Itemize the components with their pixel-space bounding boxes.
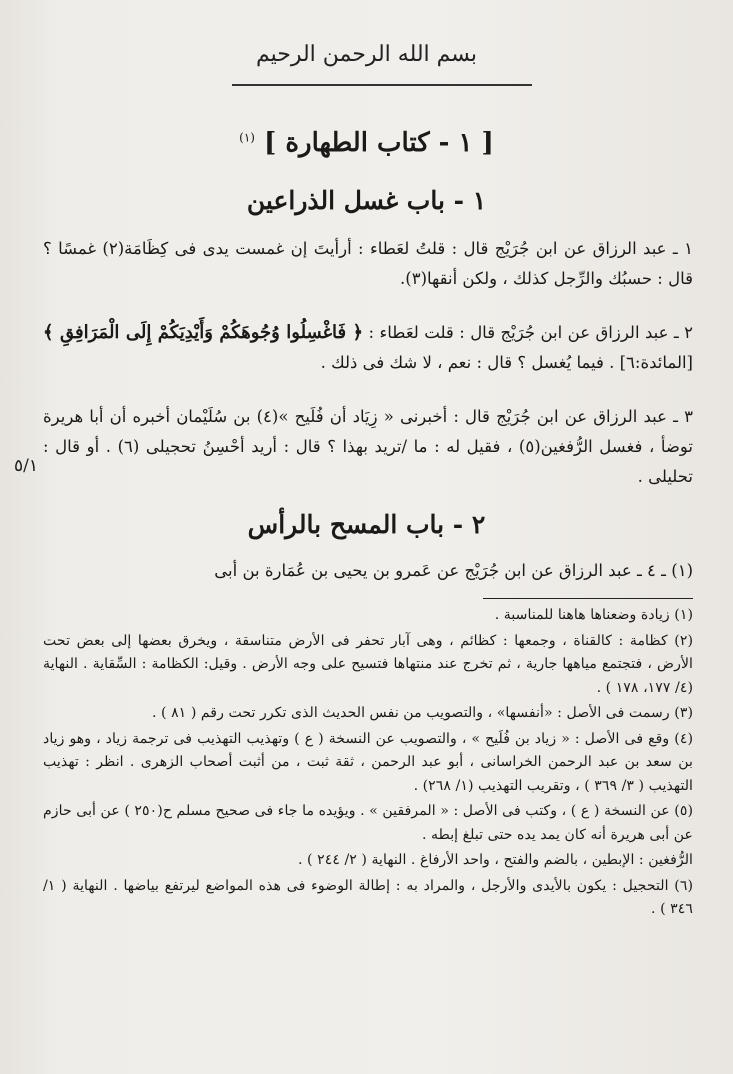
chapter-heading-1: ١ - باب غسل الذراعين xyxy=(246,186,487,215)
footnote: (٤) وقع فى الأصل : « زياد بن فُلَيح » ، والتصويب عن النسخة ( ع ) وتهذيب التهذيب فى ترجمة زياد ، وهو زياد بن سعد بن عبد الرحمن الخراسانى ، أبو عبد الرحمن ، ثقة ثبت ، من أثبت أصحاب الزهرى . انظر : تهذيب التهذيب ( ٣/ ٣٦٩ ) ، وتقريب التهذيب (١/ ٢٦٨) . xyxy=(43,730,693,794)
quran-verse: ﴿ فَاغْسِلُوا وُجُوهَكُمْ وَأَيْدِيَكُمْ إِلَى الْمَرَافِقِ ﴾ xyxy=(43,322,364,343)
footnotes xyxy=(43,604,693,922)
margin-page-reference: ٥/١ xyxy=(14,456,38,476)
basmala-underline xyxy=(232,84,532,86)
hadith-2 xyxy=(43,318,693,378)
book-title-text: [ ١ - كتاب الطهارة ] xyxy=(264,128,494,158)
hadith-3: ٣ ـ عبد الرزاق عن ابن جُرَيْج قال : أخبرنى « زِيَاد أن فُلَيح »(٤) بن سُلَيْمان أخبره أن أبا هريرة توضأ ، فغسل الرُّفغين(٥) ، فقيل له : ما /تريد بهذا ؟ قال : أريد أحْسِنُ تحجيلى (٦) . أو قال : تحليلى . xyxy=(43,407,693,486)
hadith-2-text-a: ٢ ـ عبد الرزاق عن ابن جُرَيْج قال : قلت لعَطاء : xyxy=(368,323,693,342)
footnote: الرُّفغين : الإبطين ، بالضم والفتح ، واحد الأرفاغ . النهاية ( ٢/ ٢٤٤ ) . xyxy=(298,852,693,868)
book-title xyxy=(0,128,733,158)
footnote-separator xyxy=(483,598,693,599)
footnote: (٥) عن النسخة ( ع ) ، وكتب فى الأصل : « المرفقين » . ويؤيده ما جاء فى صحيح مسلم ح(٢٥٠ ) عن أبى حازم عن أبى هريرة أنه كان يمد يده حتى تبلغ إبطه . xyxy=(43,803,693,843)
footnote: (٣) رسمت فى الأصل : «أنفسها» ، والتصويب من نفس الحديث الذى تكرر تحت رقم ( ٨١ ) . xyxy=(151,705,693,721)
hadith-4: (١) ـ ٤ ـ عبد الرزاق عن ابن جُرَيْج عن عَمرو بن يحيى بن عُمَارة بن أبى xyxy=(214,561,693,580)
book-title-footnote-mark: (١) xyxy=(239,130,255,145)
hadith-2-text-b: [المائدة:٦] . فيما يُغسل ؟ قال : نعم ، لا شك فى ذلك . xyxy=(320,353,693,372)
footnote: (١) زيادة وضعناها هاهنا للمناسبة . xyxy=(494,607,693,623)
basmala: بسم الله الرحمن الرحيم xyxy=(255,42,478,67)
footnote: (٢) كظامة : كالقناة ، وجمعها : كظائم ، وهى آبار تحفر فى الأرض متناسقة ، ويخرق بعضها إلى بعض تحت الأرض ، فتجتمع مياهها جارية ، ثم تخرج عند منتهاها فتسيح على وجه الأرض . وقيل: الكظامة : السِّقاية . النهاية (٤/ ١٧٧، ١٧٨ ) . xyxy=(43,632,693,696)
footnote: (٦) التحجيل : يكون بالأيدى والأرجل ، والمراد به : إطالة الوضوء فى هذه المواضع ليرتفع بياضها . النهاية ( ١/ ٣٤٦ ) . xyxy=(43,877,693,917)
hadith-1: ١ ـ عبد الرزاق عن ابن جُرَيْج قال : قلتُ لعَطاء : أرأيتَ إن غمست يدى فى كِظَامَة(٢) غمسًا ؟ قال : حسبُك والرِّجل كذلك ، ولكن أنقها(٣). xyxy=(43,239,693,288)
chapter-heading-2: ٢ - باب المسح بالرأس xyxy=(247,510,486,539)
